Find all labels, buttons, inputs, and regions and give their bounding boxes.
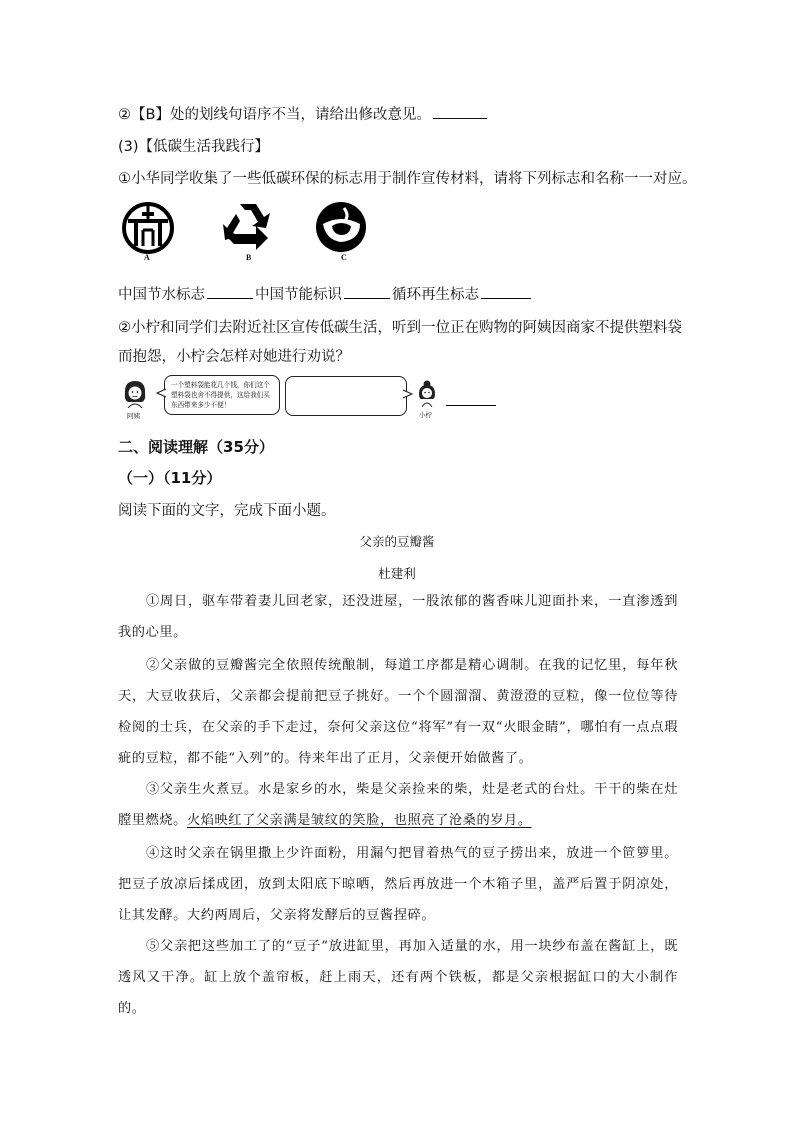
- aunt-speech-text: 一个塑料袋能花几个钱，你们这个塑料袋也舍不得提供，这给我们买东西带来多少不便！: [171, 381, 270, 409]
- aunt-label: 阿姨: [127, 412, 140, 420]
- logo-letter-b: B: [246, 253, 252, 262]
- recycle-logo-icon: [220, 200, 276, 252]
- article-paragraph-5: [118, 931, 678, 1024]
- label-water-saving: 中国节水标志: [118, 287, 205, 303]
- label-energy-saving: 中国节能标识: [255, 287, 342, 303]
- question-3-sub2-line2: 而抱怨，小柠会怎样对她进行劝说？: [118, 349, 350, 365]
- logo-letter-c: C: [341, 253, 347, 262]
- speech-tail-right-icon: [403, 389, 413, 399]
- speech-tail-left-icon: [156, 388, 166, 398]
- question-2b-line: [118, 103, 489, 124]
- logo-letter-a: A: [144, 253, 150, 262]
- xiaoning-label: 小柠: [419, 411, 432, 419]
- paragraph-text: ②父亲做的豆瓣酱完全依照传统酿制，每道工序都是精心调制。在我的记忆里，每年秋天，大豆收获后，父亲都会提前把豆子挑好。一个个圆溜溜、黄澄澄的豆粒，像一位位等待检阅的士兵，在父亲的手下走过，奈何父亲这位“将军”有一双“火眼金睛”，哪怕有一点点瑕疵的豆粒，都不能“入列”的。待来年出了正月，父亲便开始做酱了。: [118, 658, 678, 766]
- question-3-sub2-line1: ②小柠和同学们去附近社区宣传低碳生活，听到一位正在购物的阿姨因商家不提供塑料袋: [118, 320, 682, 336]
- paragraph-text: ⑤父亲把这些加工了的“豆子”放进缸里，再加入适量的水，用一块纱布盖在酱缸上，既透风又干净。缸上放个盖帘板，赶上雨天，还有两个铁板，都是父亲根据缸口的大小制作的。: [118, 939, 678, 1016]
- matching-row: [118, 283, 533, 304]
- article-paragraph-4: [118, 838, 678, 931]
- question-3-heading: (3)【低碳生活我践行】: [118, 139, 270, 155]
- section-2-sub-heading: （一）（11分）: [118, 469, 222, 487]
- aunt-avatar-icon: [122, 378, 148, 408]
- underlined-sentence: 火焰映红了父亲满是皱纹的笑脸，也照亮了沧桑的岁月。: [186, 813, 532, 828]
- paragraph-text: ③父亲生火煮豆。水是家乡的水，柴是父亲捡来的柴，灶是老式的台灶。干干的柴在灶膛里燃烧。: [118, 782, 678, 828]
- paragraph-text: ①周日，驱车带着妻儿回老家，还没进屋，一股浓郁的酱香味儿迎面扑来，一直渗透到我的心里。: [118, 594, 678, 640]
- xiaoning-speech-bubble[interactable]: [285, 376, 407, 416]
- question-3-sub1: ①小华同学收集了一些低碳环保的标志用于制作宣传材料，请将下列标志和名称一一对应。: [118, 171, 697, 187]
- answer-blank-persuade[interactable]: [446, 404, 496, 406]
- question-2b-text: ②【B】处的划线句语序不当，请给出修改意见。: [118, 107, 431, 123]
- aunt-speech-bubble: [164, 375, 280, 415]
- article-paragraph-3: [118, 774, 678, 836]
- answer-blank-water[interactable]: [207, 297, 253, 299]
- xiaoning-avatar-icon: [416, 379, 438, 407]
- answer-blank-energy[interactable]: [344, 297, 390, 299]
- paragraph-text: ④这时父亲在锅里撒上少许面粉，用漏勺把冒着热气的豆子捞出来，放进一个笸箩里。把豆子放凉后揉成团，放到太阳底下晾晒，然后再放进一个木箱子里，盖严后置于阴凉处，让其发酵。大约两周后，父亲将发酵后的豆酱捏碎。: [118, 846, 678, 923]
- section-2-instruction: 阅读下面的文字，完成下面小题。: [118, 503, 336, 519]
- label-recycle: 循环再生标志: [392, 287, 479, 303]
- water-saving-logo-icon: [122, 202, 174, 254]
- answer-blank-recycle[interactable]: [481, 297, 531, 299]
- energy-saving-logo-icon: [314, 200, 368, 254]
- section-2-heading: 二、阅读理解（35分）: [118, 438, 274, 456]
- article-author: 杜建利: [378, 566, 416, 581]
- article-paragraph-2: [118, 650, 678, 774]
- answer-blank[interactable]: [433, 117, 487, 119]
- article-title: 父亲的豆瓣酱: [359, 534, 435, 549]
- article-paragraph-1: [118, 586, 678, 648]
